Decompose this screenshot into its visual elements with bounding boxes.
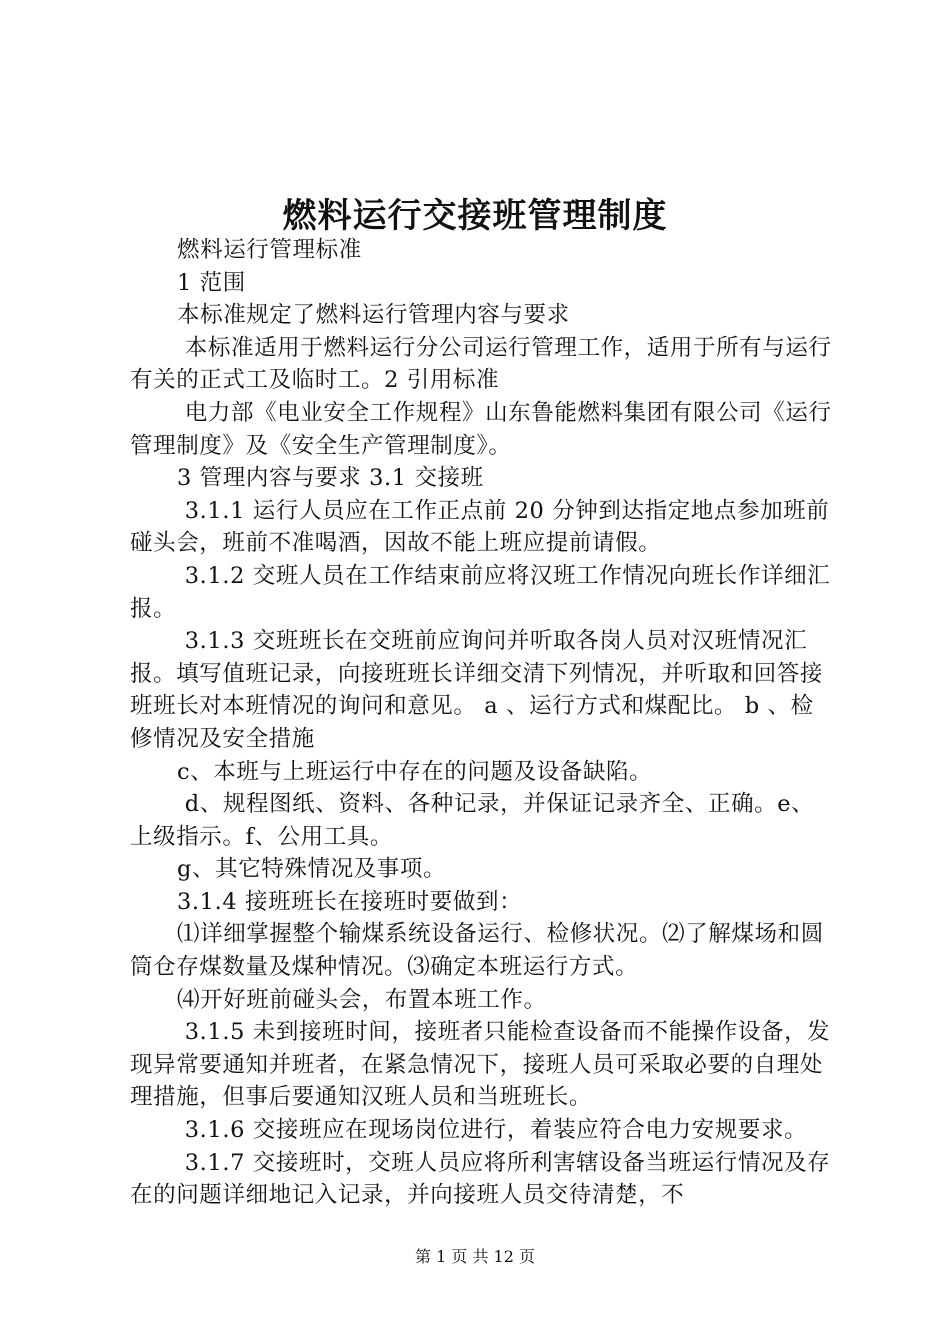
- paragraph: 3.1.7 交接班时，交班人员应将所利害辖设备当班运行情况及存在的问题详细地记入记录，并向接班人员交待清楚，不: [130, 1149, 831, 1209]
- paragraph: 3.1.5 未到接班时间，接班者只能检查设备而不能操作设备，发现异常要通知并班者，在紧急情况下，接班人员可采取必要的自理处理措施，但事后要通知汉班人员和当班班长。: [130, 1019, 831, 1111]
- paragraph: d、规程图纸、资料、各种记录，并保证记录齐全、正确。e、上级指示。f、公用工具。: [130, 791, 815, 850]
- paragraph: 3.1.1 运行人员应在工作正点前 20 分钟到达指定地点参加班前碰头会，班前不准喝酒，因故不能上班应提前请假。: [130, 497, 830, 557]
- paragraph: g、其它特殊情况及事项。: [177, 856, 447, 883]
- paragraph: ⑴详细掌握整个输煤系统设备运行、检修状况。⑵了解煤场和圆筒仓存煤数量及煤种情况。⑶确定本班运行方式。: [130, 921, 824, 981]
- paragraph: 3 管理内容与要求 3.1 交接班: [177, 465, 484, 492]
- paragraph: c、本班与上班运行中存在的问题及设备缺陷。: [177, 758, 653, 785]
- paragraph: 本标准适用于燃料运行分公司运行管理工作，适用于所有与运行有关的正式工及临时工。2 引用标准: [130, 334, 832, 394]
- paragraph: ⑷开好班前碰头会，布置本班工作。: [177, 986, 547, 1013]
- page-footer: 第 1 页 共 12 页: [415, 1247, 535, 1266]
- paragraph: 1 范围: [177, 269, 246, 296]
- paragraph: 3.1.4 接班班长在接班时要做到：: [177, 888, 523, 915]
- paragraph: 电力部《电业安全工作规程》山东鲁能燃料集团有限公司《运行管理制度》及《安全生产管理制度》。: [130, 399, 832, 459]
- paragraph: 本标准规定了燃料运行管理内容与要求: [177, 302, 570, 329]
- document-title: 燃料运行交接班管理制度: [282, 196, 668, 236]
- paragraph: 燃料运行管理标准: [177, 237, 362, 263]
- paragraph: 3.1.6 交接班应在现场岗位进行，着装应符合电力安规要求。: [177, 1117, 808, 1144]
- document-body: [130, 234, 835, 1212]
- paragraph: 3.1.3 交班班长在交班前应询问并听取各岗人员对汉班情况汇报。填写值班记录，向接班班长详细交清下列情况，并听取和回答接班班长对本班情况的询问和意见。 a 、运行方式和煤配比。 b 、检修情况及安全措施: [130, 628, 824, 752]
- paragraph: 3.1.2 交班人员在工作结束前应将汉班工作情况向班长作详细汇报。: [130, 562, 831, 622]
